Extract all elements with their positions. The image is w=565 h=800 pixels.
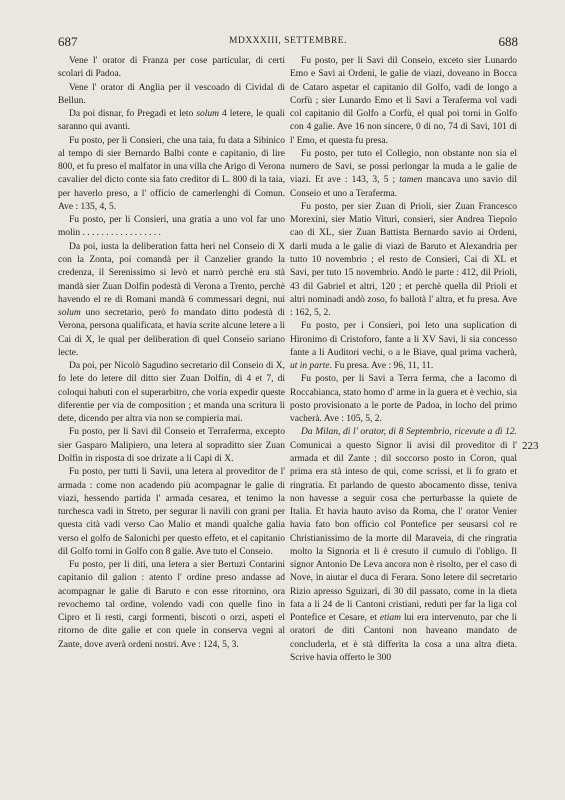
italic-run: solum: [196, 109, 220, 120]
text-run: . Fu presa. Ave : 96, 11, 11.: [329, 361, 434, 372]
italic-run: solum: [58, 308, 81, 319]
paragraph: Fu posto, per li Savi dil Conseio et Terraferma, excepto sier Gasparo Malipiero, una letera al sopraditto sier Zuan Dolfin in risposta di soe drizate a li Capi di X.: [58, 427, 285, 464]
paragraph: [58, 108, 285, 135]
running-title: MDXXXIII, SETTEMBRE.: [229, 36, 347, 46]
text-run: Da poi disnar, fo Pregadi et leto: [69, 109, 197, 120]
page-number-left: 687: [58, 34, 78, 49]
paragraph: Fu posto, per li Savi a Terra ferma, che a Iacomo di Roccabianca, stato homo d' arme in la guera et è vechio, sia posto provisionato a le porte de Padoa, in locho del primo vacherà. Ave : 105, 5, 2.: [290, 374, 517, 425]
text-run: lui era intervenuto, par che li oratori de diti Cantoni non haveano mandato de concluderla, et è stà differita la cosa a una altra dieta. Scrive havia offerto le 300: [290, 613, 518, 663]
text-run: 4 letere, le quali saranno qui avanti.: [58, 109, 285, 133]
running-head: [58, 34, 518, 50]
italic-run: tamen: [399, 175, 423, 186]
paragraph: Fu posto, per sier Zuan di Prioli, sier Zuan Francesco Morexini, sier Matio Vituri, consieri, sier Andrea Tiepolo cao di XL, sier Zuan Battista Bernardo savio ai Ordeni, darli muda a le galie di viazi de Baruto et Alexandria per tutto 10 novembrio ; el resto de Consieri, Cai di XL et Savi, per tuto 15 novembrio. Andò le parte : 412, dil Prioli, 43 dil Gabriel et altri, 120 ; et perchè quella dil Prioli et altri nominadi andò zoso, fo ballotà l' altra, et fu presa. Ave : 162, 5, 2.: [290, 201, 517, 319]
text-run: uno secretario, però fo mandato ditto podestà di Verona, persona qualificata, et havia scrite alcune letere a li Cai di X, le qual per deliberation di quel Conseio sariano lecte.: [58, 308, 285, 358]
paragraph: Fu posto, per li Consieri, una gratia a uno vol far uno molin . . . . . . . . . . . . . . . . .: [58, 215, 285, 239]
paragraph: Fu posto, per li Savi dil Conseio, exceto sier Lunardo Emo e Savi ai Ordeni, le galie de viazi, doveano in Bocca de Cataro aspetar el capitanio dil Golfo, vadi de longo a Corfù ; sier Lunardo Emo et li Savi a Teraferma vol vadi col capitanio dil Golfo a Corfù, el qual poi torni in Golfo con 4 galie. Ave 16 non sincere, 0 di no, 74 di Savi, 101 di l' Emo, et questa fu presa.: [290, 56, 517, 146]
paragraph: [290, 426, 517, 665]
text-run: Fu posto, per i Consieri, poi leto una suplication di Hironimo di Cristoforo, fante a li XV Savi, li sia concesso fante a li Auditori vechi, o a le Biave, qual prima vacherà,: [290, 321, 517, 358]
paragraph: Vene l' orator di Franza per cose particular, di certi scolari di Padoa.: [58, 56, 285, 80]
text-run: Fu posto, per tuto el Collegio, non obstante non sia el numero de Savi, se possi perlongar la muda a le galie de viazi. Et ave : 143, 3, 5 ;: [290, 148, 517, 186]
page-number-right: 688: [498, 34, 518, 49]
right-column: [290, 55, 517, 665]
paragraph: [290, 320, 517, 373]
text-run: Da poi, iusta la deliberation fatta heri nel Conseio di X con la Zonta, poi comandà per il Canzelier grando la credenza, il Serenissimo si levò et narrò perchè era stà mandà sier Zuan Dolfin podestà di Verona a Trento, perchè havendo el re di Romani mandà 6 commessari degni, nui: [58, 241, 285, 305]
margin-column-number: 223: [522, 440, 539, 452]
paragraph: [58, 241, 285, 360]
italic-run: ut in parte: [290, 361, 330, 372]
italic-run: etiam: [379, 613, 402, 624]
paragraph: [290, 148, 517, 201]
paragraph: Vene l' orator di Anglia per il vescoado di Cividal di Bellun.: [58, 82, 285, 106]
text-run: Comunicai a questo Signor li avisi dil proveditor di l' armada et dil Zante ; dil soccorso posto in Coron, qual prima era stà inteso de qui, come scrissi, et li fo grato et ringratia. Et parlando de questo abocamento disse, teniva non havesse a seguir cosa che perturbasse la quiete de Italia. Et havia hauto aviso da Roma, che l' orator Venier havia fato bon officio col Pontefice per seusarsi col re Christianissimo de la morte dil Maraveia, di che ringratia molto la Signoria et li è cresuto il cumulo di l'obligo. Il signor Antonio De Leva ancora non è risolto, per el caso di Nove, in aiutar el duca di Ferara. Sono letere dil secretario Rizio apresso Sguizari, di 30 dil passato, come in la dieta fata a li 24 de li Cantoni cristiani, reduti per far la liga col Pontefice et Cesare, et: [290, 440, 517, 624]
paragraph: Da poi, per Nicolò Sagudino secretario dil Conseio di X, fo lete do letere dil ditto sier Zuan Dolfin, di 4 et 7, di coloqui habuti con el superarbitro, che voria expedir queste diferentie per via de composition ; et manda una scritura li dete, dicendo per altra via non se compieria mai.: [58, 361, 285, 425]
text-run: mancava uno savio dil Conseio et uno a Teraferma.: [290, 175, 517, 199]
paragraph: Fu posto, per tutti li Savii, una letera al proveditor de l' armada : come non acadendo più acompagnar le galie di viazi, hessendo partida l' armada cesarea, et tenimo la turchesca vadi in Streto, per segurar li navili con grani per questa cità vadi verso Cao Malio et mandi qualche galia verso el golfo de Salonichi per questo effeto, et el capitanio dil Golfo torni in Golfo con 8 galie. Ave tuto el Conseio.: [58, 467, 285, 557]
paragraph: Fu posto, per li Consieri, che una taia, fu data a Sibinico al tempo di sier Bernardo Balbi conte e capitanio, di lire 800, et fu preso el malfator in una villa che Arigo di Verona cavalier del dicto conte sia fato creditor di L. 800 di la taia, per haverlo preso, a l' officio de camerlenghi di Comun. Ave : 135, 4, 5.: [58, 135, 285, 212]
left-column: [58, 55, 285, 652]
paragraph: Fu posto, per li diti, una letera a sier Bertuzi Contarini capitanio dil galion : atento l' ordine preso andasse ad acompagnar le galie di Baruto e con esse ritornino, ora revochemo tal ordine, volendo vadi con quelle fino in Cipro et li resti, cargi formenti, biscoti o orzi, aspeti el ritorno de dite galie et con quele in conserva vegni al Zante, dove averà ordeni nostri. Ave : 124, 5, 3.: [58, 560, 285, 650]
italic-run: Da Milan, di l' orator, di 8 Septembrio, ricevute a dì 12.: [301, 427, 517, 438]
